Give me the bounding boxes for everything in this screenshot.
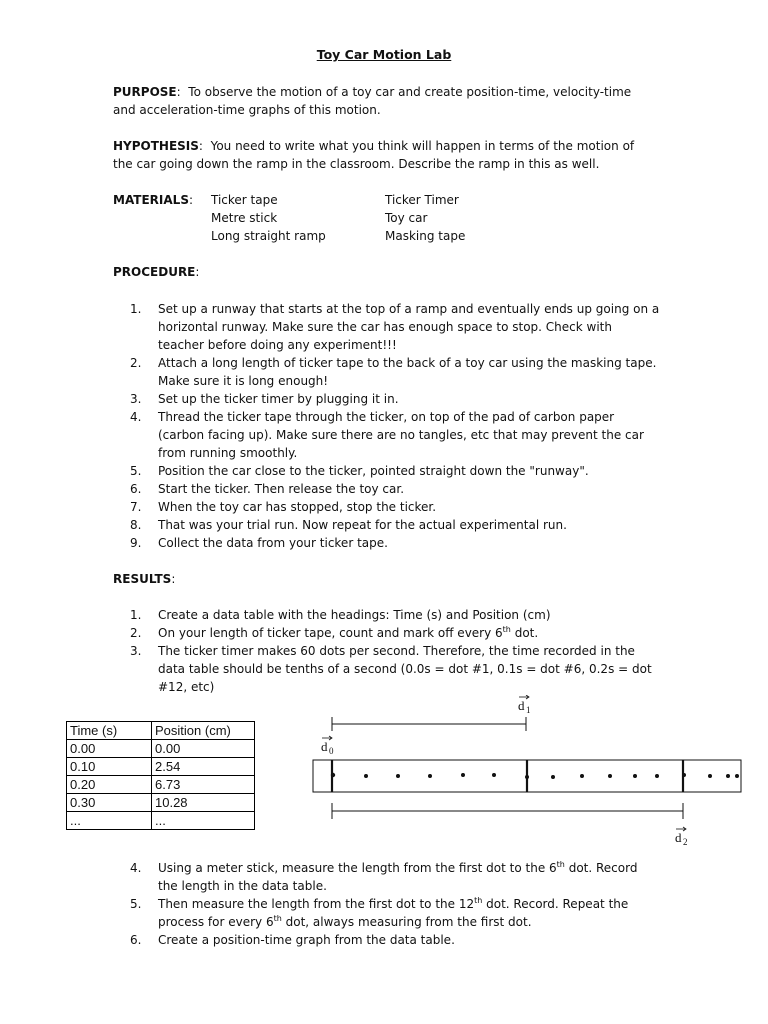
- position-cell: ...: [152, 812, 255, 830]
- list-item: 1. Set up a runway that starts at the top of a ramp and eventually ends up going on a horizontal runway. Make sure the car has enough space to stop. Check with teacher before doing any experiment!!!: [130, 302, 660, 352]
- svg-text:d: d: [518, 698, 525, 713]
- position-cell: 10.28: [152, 794, 255, 812]
- d1-label: [518, 695, 531, 715]
- column-header-position: Position (cm): [152, 722, 255, 740]
- table-row: [67, 758, 255, 776]
- table-row: [67, 812, 255, 830]
- list-item: 4. Using a meter stick, measure the length from the first dot to the 6th dot. Record the length in the data table.: [130, 860, 638, 893]
- material-item: Masking tape: [385, 229, 466, 243]
- table-header-row: [67, 722, 255, 740]
- list-item: 9. Collect the data from your ticker tape.: [130, 536, 388, 550]
- materials-col2: [385, 191, 465, 245]
- list-item: 2. On your length of ticker tape, count and mark off every 6th dot.: [130, 625, 539, 640]
- svg-text:d: d: [675, 830, 682, 845]
- time-cell: ...: [67, 812, 152, 830]
- list-item: 7. When the toy car has stopped, stop the ticker.: [130, 500, 437, 514]
- table-row: [67, 740, 255, 758]
- list-item: 6. Start the ticker. Then release the toy car.: [130, 482, 405, 496]
- time-cell: 0.00: [67, 740, 152, 758]
- material-item: Long straight ramp: [211, 229, 326, 243]
- results-list-b: [130, 859, 660, 949]
- list-item: 8. That was your trial run. Now repeat for the actual experimental run.: [130, 518, 567, 532]
- d2-bracket: [332, 803, 683, 819]
- purpose-text: To observe the motion of a toy car and create position-time, velocity-time and acceleration-time graphs of this motion.: [113, 85, 632, 117]
- list-item: 1. Create a data table with the headings: Time (s) and Position (cm): [130, 608, 551, 622]
- material-item: Toy car: [385, 211, 428, 225]
- material-item: Ticker tape: [211, 193, 278, 207]
- list-item: 5. Then measure the length from the first dot to the 12th dot. Record. Repeat the process for every 6th dot, always measuring from the first dot.: [130, 896, 629, 929]
- svg-text:1: 1: [526, 705, 531, 715]
- list-item: 2. Attach a long length of ticker tape to the back of a toy car using the masking tape. Make sure it is long enough!: [130, 356, 657, 388]
- position-cell: 0.00: [152, 740, 255, 758]
- data-table: [66, 721, 255, 830]
- hypothesis-text: You need to write what you think will happen in terms of the motion of the car going down the ramp in the classroom. Describe the ramp in this as well.: [113, 139, 635, 171]
- position-cell: 6.73: [152, 776, 255, 794]
- materials-col1: [211, 191, 326, 245]
- list-item: 5. Position the car close to the ticker, pointed straight down the "runway".: [130, 464, 589, 478]
- ticker-tape-diagram: [300, 695, 750, 855]
- column-header-time: Time (s): [67, 722, 152, 740]
- time-cell: 0.30: [67, 794, 152, 812]
- time-cell: 0.10: [67, 758, 152, 776]
- hypothesis-label: HYPOTHESIS: [113, 139, 199, 153]
- material-item: Metre stick: [211, 211, 278, 225]
- time-cell: 0.20: [67, 776, 152, 794]
- procedure-heading: PROCEDURE:: [113, 265, 200, 279]
- results-heading: RESULTS:: [113, 572, 176, 586]
- svg-text:2: 2: [683, 837, 688, 847]
- d0-label: [321, 736, 334, 756]
- results-list-a: [130, 606, 660, 696]
- procedure-list: [130, 300, 660, 552]
- purpose-section: PURPOSE: To observe the motion of a toy car and create position-time, velocity-time and acceleration-time graphs of this motion.: [113, 85, 632, 117]
- list-item: 3. Set up the ticker timer by plugging it in.: [130, 392, 399, 406]
- d2-label: [675, 827, 688, 847]
- page-title: Toy Car Motion Lab: [316, 47, 452, 62]
- materials-label-row: MATERIALS:: [113, 193, 194, 207]
- d1-bracket: [332, 717, 526, 731]
- material-item: Ticker Timer: [385, 193, 459, 207]
- list-item: 4. Thread the ticker tape through the ticker, on top of the pad of carbon paper (carbon facing up). Make sure there are no tangles, etc that may prevent the car from running smoothly.: [130, 410, 644, 460]
- list-item: 3. The ticker timer makes 60 dots per second. Therefore, the time recorded in the data table should be tenths of a second (0.0s = dot #1, 0.1s = dot #6, 0.2s = dot #12, etc): [130, 644, 652, 694]
- hypothesis-section: HYPOTHESIS: You need to write what you think will happen in terms of the motion of the car going down the ramp in the classroom. Describe the ramp in this as well.: [113, 139, 635, 171]
- list-item: 6. Create a position-time graph from the data table.: [130, 933, 455, 947]
- purpose-label: PURPOSE: [113, 85, 177, 99]
- materials-label: MATERIALS: [113, 193, 189, 207]
- table-row: [67, 776, 255, 794]
- results-label: RESULTS: [113, 572, 172, 586]
- position-cell: 2.54: [152, 758, 255, 776]
- svg-text:d: d: [321, 739, 328, 754]
- table-row: [67, 794, 255, 812]
- svg-text:0: 0: [329, 746, 334, 756]
- procedure-label: PROCEDURE: [113, 265, 196, 279]
